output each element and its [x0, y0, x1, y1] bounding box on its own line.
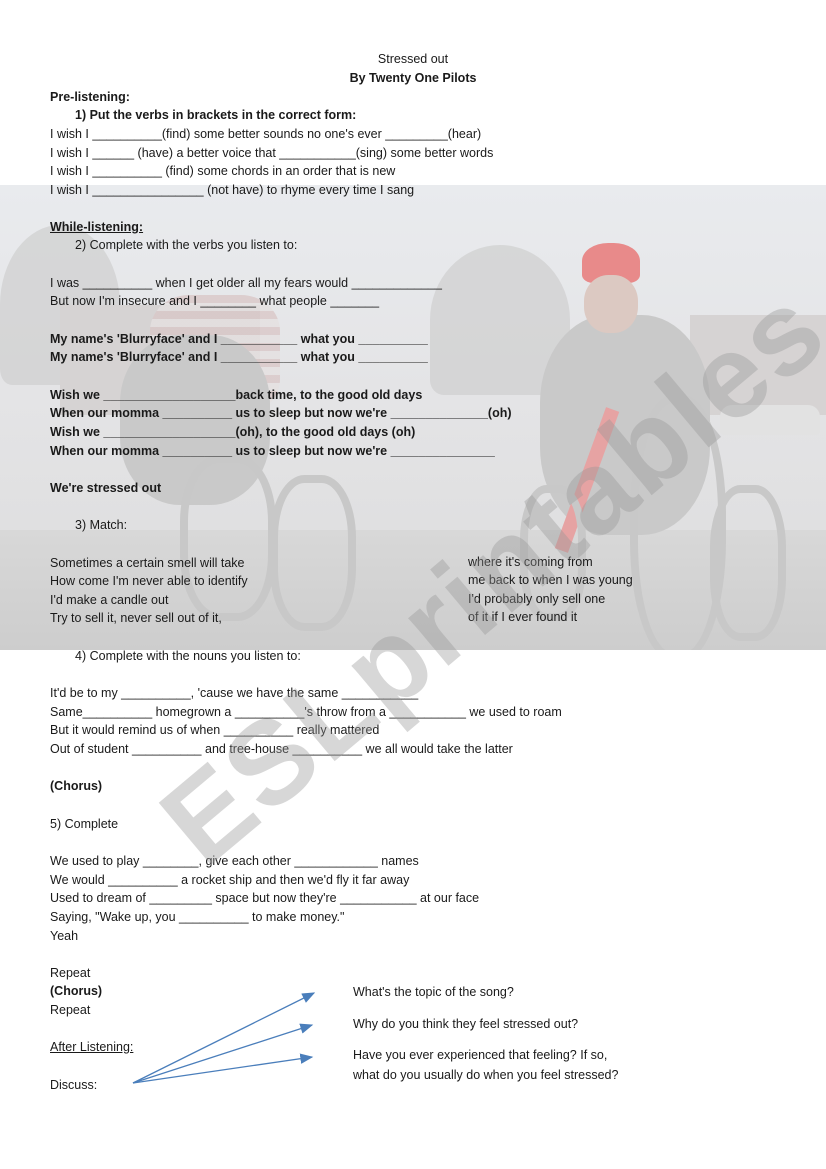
match-left-2: How come I'm never able to identify: [50, 574, 248, 588]
nouns-line-3: But it would remind us of when __________ really mattered: [50, 723, 380, 737]
task-3-instruction: 3) Match:: [75, 518, 128, 532]
repeat-label-1: Repeat: [50, 966, 91, 980]
match-right-2: me back to when I was young: [468, 573, 633, 587]
pre-line-2: I wish I ______ (have) a better voice that ___________(sing) some better words: [50, 146, 494, 160]
verse-line-1: I was __________ when I get older all my fears would _____________: [50, 276, 442, 290]
task-2-instruction: 2) Complete with the verbs you listen to:: [75, 238, 298, 252]
nouns-line-4: Out of student __________ and tree-house __________ we all would take the latter: [50, 742, 513, 756]
discuss-label: Discuss:: [50, 1078, 98, 1092]
wish-line-3: Wish we ___________________(oh), to the good old days (oh): [50, 425, 416, 439]
wish-line-1: Wish we ___________________back time, to the good old days: [50, 388, 423, 402]
complete-line-5: Yeah: [50, 929, 79, 943]
match-right-1: where it's coming from: [468, 555, 593, 569]
song-artist: By Twenty One Pilots: [349, 71, 477, 85]
complete-line-1: We used to play ________, give each other ____________ names: [50, 854, 419, 868]
question-2: Why do you think they feel stressed out?: [353, 1017, 579, 1031]
pre-line-1: I wish I __________(find) some better sounds no one's ever _________(hear): [50, 127, 482, 141]
match-left-1: Sometimes a certain smell will take: [50, 556, 245, 570]
nouns-line-1: It'd be to my __________, 'cause we have the same ___________: [50, 686, 419, 700]
blurry-line-1: My name's 'Blurryface' and I ___________ what you __________: [50, 332, 428, 346]
task-5-instruction: 5) Complete: [50, 817, 119, 831]
blurry-line-2: My name's 'Blurryface' and I ___________ what you __________: [50, 350, 428, 364]
task-4-instruction: 4) Complete with the nouns you listen to:: [75, 649, 301, 663]
while-listening-heading: While-listening:: [50, 220, 144, 234]
song-title: Stressed out: [377, 52, 449, 66]
stressed-out-line: We're stressed out: [50, 481, 162, 495]
arrow-to-question-2: [133, 1025, 312, 1083]
nouns-line-2: Same__________ homegrown a __________'s throw from a ___________ we used to roam: [50, 705, 562, 719]
wish-line-2: When our momma __________ us to sleep but now we're ______________(oh): [50, 406, 512, 420]
pre-line-3: I wish I __________ (find) some chords in an order that is new: [50, 164, 396, 178]
chorus-label-1: (Chorus): [50, 779, 103, 793]
complete-line-3: Used to dream of _________ space but now they're ___________ at our face: [50, 891, 480, 905]
match-left-3: I'd make a candle out: [50, 593, 169, 607]
after-listening-heading: After Listening:: [50, 1040, 134, 1054]
pre-listening-heading: Pre-listening:: [50, 90, 130, 104]
complete-line-2: We would __________ a rocket ship and then we'd fly it far away: [50, 873, 410, 887]
wish-line-4: When our momma __________ us to sleep but now we're _______________: [50, 444, 495, 458]
repeat-label-2: Repeat: [50, 1003, 91, 1017]
match-right-4: of it if I ever found it: [468, 610, 578, 624]
pre-line-4: I wish I ________________ (not have) to rhyme every time I sang: [50, 183, 415, 197]
question-1: What's the topic of the song?: [353, 985, 514, 999]
match-right-3: I'd probably only sell one: [468, 592, 606, 606]
question-3: Have you ever experienced that feeling? If so, what do you usually do when you feel stressed?: [353, 1048, 619, 1082]
complete-line-4: Saying, "Wake up, you __________ to make money.": [50, 910, 345, 924]
chorus-label-2: (Chorus): [50, 984, 103, 998]
verse-line-2: But now I'm insecure and I ________ what people _______: [50, 294, 380, 308]
match-left-4: Try to sell it, never sell out of it,: [50, 611, 222, 625]
task-1-instruction: 1) Put the verbs in brackets in the correct form:: [75, 108, 357, 122]
